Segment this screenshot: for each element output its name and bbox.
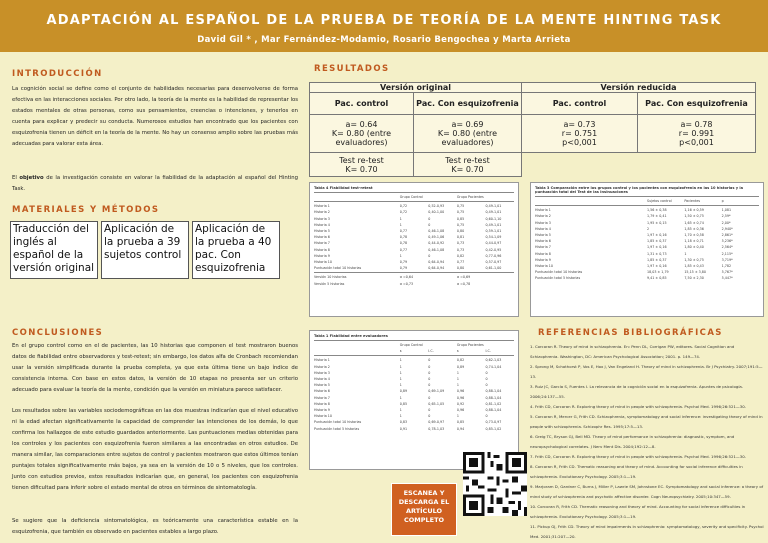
cell-c1: a= 0.64 K= 0.80 (entre evaluadores) xyxy=(310,115,414,153)
reference-item: 9. Marjoram D, Gardner C, Burns J, Miller P, Lawrie SM, Johnstone EC. Symptomatology and social inference: a theory of mind study of schizophrenia and psychotic affective disorder. Cogn Neuropsychiatry. 2005;10:347—59. xyxy=(530,484,764,499)
materials-boxes xyxy=(10,221,280,279)
references-list xyxy=(530,342,764,542)
table-4-caption: Tabla 4 Fiabilidad test-retest xyxy=(314,186,373,190)
col-schizo-1: Pac. Con esquizofrenia xyxy=(414,93,522,115)
material-box-1: Traducción del inglés al español de la versión original xyxy=(10,221,98,279)
cell-c2: a= 0.69 K= 0.80 (entre evaluadores) xyxy=(414,115,522,153)
reference-item: 6. Greig TC, Bryson GJ, Bell MD. Theory of mind performance in schizophrenia: diagnostic, symptom, and neuropsychological correlates. J Nerv Ment Dis. 2004;192:12—8. xyxy=(530,434,735,449)
download-article-button[interactable]: ESCANEA Y DESCARGA EL ARTÍCULO COMPLETO xyxy=(391,483,457,536)
table-4-image: Tabla 4 Fiabilidad test-retest Grupo Control Grupo Pacientes Historia 1 0,72 0,52-0,93 0,75 0,49-1,01 Historia 2 0,72 0,40-1,00 0,75 0,49-1,01 Historia 3 1 0 0,85 0,60-1,10 Historia 4 1 0 0,75 0,49-1,01 Historia 5 0,77 0,46-1,08 0,80 0,59-1,01 Historia 6 0,78 0,49-1,06 0,81 0,54-1,09 Historia 7 0,78 0,44-0,92 0,73 0,44-0,97 Historia 8 0,77 0,46-1,08 0,73 0,42-0,95 Historia 9 1 0 0,82 0,77-0,96 Historia 10 0,79 0,64-0,94 0,77 0,57-0,97 Puntuación total 10 historias 0,79 0,64-0,94 0,80 0,61-1,00 Versión 10 historias α =0,64 α =0,69 Versión 5 historias α =0,73 α =0,78 xyxy=(309,182,519,317)
intro-text: La cognición social se define como el conjunto de habilidades necesarias para desenvolverse de forma efectiva en las interacciones sociales. Por otro lado, la teoría de la mente es la habilidad de representar los estados mentales de otras personas, como sus pensamientos, creencias o intenciones, y tenerlos en cuenta para explicar y predecir su conducta. Numerosos estudios han encontrado que los pacientes con esquizofrenia tienen un déficit en la teoría de la mente. No hay un consenso amplio sobre las pruebas más adecuadas para valorar esta área. xyxy=(12,86,298,147)
reference-item: 11. Pickup GJ, Frith CD. Theory of mind impairments in schizophrenia: symptomatology, severity and specificity. Psychol Med. 2001;31:207—20. xyxy=(530,524,764,539)
references-heading: REFERENCIAS BIBLIOGRÁFICAS xyxy=(538,328,723,338)
conclusions-p1: En el grupo control como en el de pacientes, las 10 historias que componen el test mostraron buenos datos de fiabilidad entre observadores y test-retest; sin embargo, los datos alfa de Cronbach recomiendan usar la versión simplificada durante la prueba completa, ya que esta última tiene un bajo índice de consistencia interna. Con base en estos datos, la versión de 10 etapas no presenta ser un criterio adecuado para evaluar la teoría de la mente, condición que la versión en miniatura parece satisfacer. xyxy=(12,343,298,393)
materials-heading: MATERIALES Y MÉTODOS xyxy=(12,205,160,215)
col-schizo-2: Pac. Con esquizofrenia xyxy=(638,93,756,115)
material-box-2: Aplicación de la prueba a 39 sujetos control xyxy=(101,221,189,279)
cell-retest-1: Test re-test K= 0.70 xyxy=(310,153,414,177)
reference-item: 2. Sprong M, Schothorst P, Vos E, Hox J, Van Engeland H. Theory of mind in schizophrenia. Br J Psychiatry. 2007;191:5—13. xyxy=(530,364,763,379)
reference-item: 8. Corcoran R, Frith CD. Thematic reasoning and theory of mind. Accounting for social inference difficulties in schizophrenia. Evolutionary Psychology. 2005;3:1—19. xyxy=(530,464,743,479)
intro-objective: El objetivo de la investigación consiste en valorar la fiabilidad de la adaptación al español del Hinting Task. xyxy=(12,175,298,192)
results-heading: RESULTADOS xyxy=(314,64,390,74)
qr-code-icon xyxy=(463,452,527,516)
qr-code[interactable] xyxy=(463,452,527,516)
poster-title: ADAPTACIÓN AL ESPAÑOL DE LA PRUEBA DE TEORÍA DE LA MENTE HINTING TASK xyxy=(46,13,722,28)
reference-item: 4. Frith CD, Corcoran R. Exploring theory of mind in people with schizophrenia. Psychol Med. 1996;26:521—30. xyxy=(530,404,746,409)
table-1-caption: Tabla 1 Fiabilidad entre evaluadores xyxy=(314,334,388,338)
reference-item: 5. Corcoran R, Mercer G, Frith CD. Schizophrenia, symptomatology and social inference: investigating theory of mind in people with schizophrenia. Schizophr Res. 1995;17:5—13. xyxy=(530,414,763,429)
reference-item: 7. Frith CD, Corcoran R. Exploring theory of mind in people with schizophrenia. Psychol Med. 1996;26:521—30. xyxy=(530,454,746,459)
results-table xyxy=(309,82,756,177)
table-1-image: Tabla 1 Fiabilidad entre evaluadores Grupo Control Grupo Pacientes κ I.C. κ I.C. Historia 1 1 0 0,82 0,62-1,03 Historia 2 1 0 0,89 0,74-1,04 Historia 3 1 0 1 0 Historia 4 1 0 1 0 Historia 5 1 0 1 0 Historia 6 0,89 0,69-1,09 0,96 0,88-1,04 Historia 7 1 0 0,96 0,88-1,04 Historia 8 0,85 0,65-1,05 0,92 0,81-1,02 Historia 9 1 0 0,96 0,88-1,04 Historia 10 1 0 1 0 Puntuación total 10 historias 0,83 0,69-0,97 0,85 0,73-0,97 Puntuación total 5 historias 0,91 0,78-1,03 0,94 0,85-1,02 xyxy=(309,330,519,470)
col-control-1: Pac. control xyxy=(310,93,414,115)
intro-heading: INTRODUCCIÓN xyxy=(12,69,103,79)
col-control-2: Pac. control xyxy=(522,93,638,115)
table-3-caption: Tabla 3 Comparación entre los grupos control y los pacientes con esquizofrenia en las 10 historias y la puntuación total del Test de las Insinuaciones xyxy=(535,186,743,194)
conclusions-p2: Los resultados sobre las variables sociodemográficas en las dos muestras indicarían que el nivel educativo ni la edad afectan significativamente la capacidad de comprender las intenciones de los demás, lo que confirma los hallazgos de este estudio guardados anteriormente. Las puntuaciones medias obtenidas para los controles y los pacientes con esquizofrenia fueron similares a las encontradas en otros estudios. De manera similar, las comparaciones entre sujetos de control y pacientes mostraron que estos últimos tenían puntajes totales significativamente más bajos, ya sea en la versión de 10 o 5 niveles, que los controles. Junto con estudios previos, estos resultados indicarían que, en general, los pacientes con esquizofrenia tienen dificultad para inferir sobre el estado mental de otros en términos de sintomatología. xyxy=(12,408,298,491)
cell-c3: a= 0.73 r= 0.751 p<0,001 xyxy=(522,115,638,153)
reference-item: 1. Corcoran R. Theory of mind in schizophrenia. En: Penn DL, Corrigan PW, editores. Social Cognition and Schizophrenia. Washington, DC: American Psychological Association; 2001. p. 149—74. xyxy=(530,344,735,359)
reference-item: 10. Corcoran R, Frith CD. Thematic reasoning and theory of mind. Accounting for social inference difficulties in schizophrenia. Evolutionary Psychology. 2005;3:1—19. xyxy=(530,504,746,519)
reference-item: 3. Ruiz JC, García S, Fuentes I. La relevancia de la cognición social en la esquizofrenia. Apuntes de psicología. 2006;24:137—55. xyxy=(530,384,744,399)
cell-retest-2: Test re-test K= 0.70 xyxy=(414,153,522,177)
header-original: Versión original xyxy=(310,83,522,93)
table-3-image: Tabla 3 Comparación entre los grupos control y los pacientes con esquizofrenia en las 10 historias y la puntuación total del Test de las Insinuaciones Sujetos control Pacientes p Historia 1 1,56 ± 0,38 1,16 ± 0,59 1,081 Historia 2 1,79 ± 0,41 1,50 ± 0,75 2,59* Historia 3 1,95 ± 0,15 1,65 ± 0,74 2,00* Historia 4 2 1,85 ± 0,36 2,940* Historia 5 1,97 ± 0,16 1,70 ± 0,58 2,861* Historia 6 1,85 ± 0,37 1,18 ± 0,71 5,236* Historia 7 1,97 ± 0,16 1,80 ± 0,40 2,564* Historia 8 1,31 ± 0,73 1 2,115* Historia 9 1,85 ± 0,37 1,30 ± 0,75 3,719* Historia 10 1,97 ± 0,16 1,85 ± 0,43 1,782 Puntuación total 10 historias 18,03 ± 1,79 15,15 ± 3,80 5,767* Puntuación total 5 historias 9,41 ± 0,85 7,50 ± 2,30 5,447* xyxy=(530,182,764,317)
conclusions-heading: CONCLUSIONES xyxy=(12,328,104,338)
poster-header xyxy=(0,0,768,52)
cell-c4: a= 0.78 r= 0.991 p<0,001 xyxy=(638,115,756,153)
material-box-3: Aplicación de la prueba a 40 pac. Con esquizofrenia xyxy=(192,221,280,279)
conclusions-p3: Se sugiere que la deficiencia sintomatológica, es teóricamente una característica estable en la esquizofrenia, que también es observado en pacientes estables a largo plazo. xyxy=(12,518,298,535)
poster-authors: David Gil * , Mar Fernández-Modamio, Rosario Bengochea y Marta Arrieta xyxy=(197,35,571,45)
header-reduced: Versión reducida xyxy=(522,83,756,93)
